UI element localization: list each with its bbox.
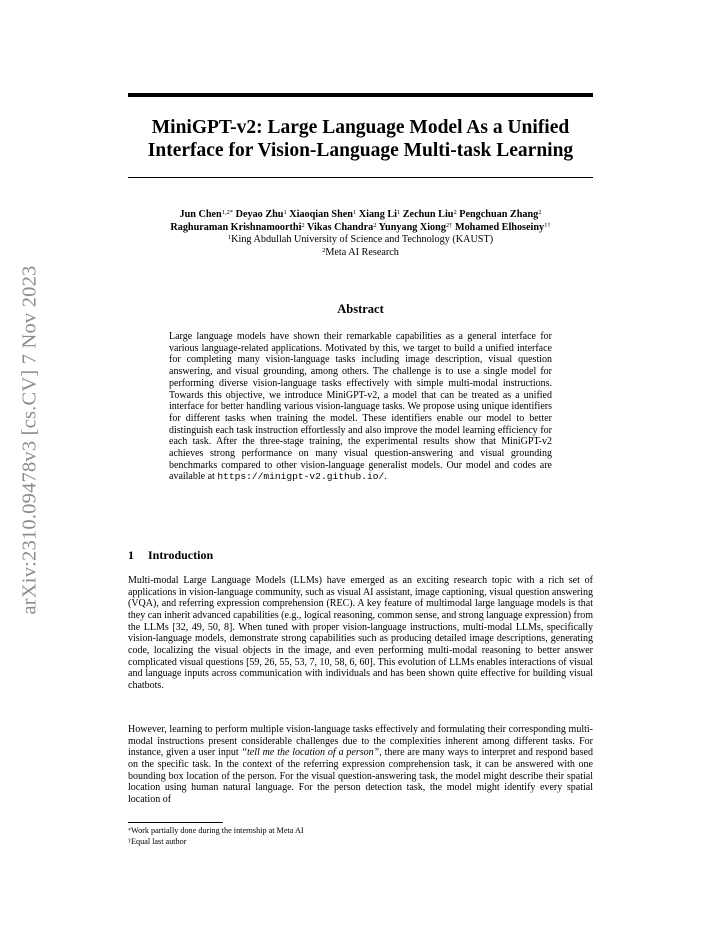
abstract-end: .	[384, 471, 387, 483]
footnotes	[128, 826, 304, 847]
author-name: Yunyang Xiong	[378, 221, 446, 233]
affiliation-text: Meta AI Research	[325, 246, 399, 258]
arxiv-side-stamp	[10, 250, 50, 630]
title-line-1: MiniGPT-v2: Large Language Model As a Unified	[151, 117, 570, 138]
title-line-2: Interface for Vision-Language Multi-task Learning	[147, 140, 574, 161]
paper-title	[128, 116, 593, 162]
user-query-quote: “tell me the location of a person”	[241, 747, 380, 759]
footnote-text: Equal last author	[131, 836, 187, 846]
footnote-rule	[128, 822, 223, 823]
author-name: Mohamed Elhoseiny	[454, 221, 545, 233]
author-row-2	[118, 222, 603, 235]
footnote-2	[128, 837, 304, 848]
abstract-body	[169, 331, 552, 483]
author-sup: 1,2*	[221, 209, 234, 216]
affiliation-sup: 1	[227, 234, 232, 241]
author-name: Pengchuan Zhang	[459, 209, 539, 220]
author-name: Jun Chen	[179, 209, 222, 220]
author-name: Zechun Liu	[402, 209, 454, 220]
affiliation-text: King Abdullah University of Science and Technology (KAUST)	[231, 234, 494, 245]
author-sup: 2	[538, 209, 542, 216]
author-sup: 2	[301, 221, 305, 229]
author-sup: 1	[283, 209, 287, 216]
abstract-heading: Abstract	[337, 302, 384, 316]
intro-paragraph-2	[128, 724, 593, 806]
title-top-rule	[128, 93, 593, 97]
footnote-1	[128, 826, 304, 837]
affiliation-2	[118, 247, 603, 260]
author-sup: 2	[453, 209, 457, 216]
section-title: Introduction	[148, 548, 214, 562]
footnote-mark: †	[128, 838, 131, 845]
footnote-mark: *	[128, 828, 131, 834]
author-block	[118, 209, 603, 259]
paragraph-2-text: However, learning to perform multiple vision-language tasks effectively and formulating their corresponding multi-modal instructions present considerable challenges due to the complexities inherent among different tasks. For instance, given a user input	[128, 724, 593, 759]
footnote-text: Work partially done during the internship at Meta AI	[131, 826, 304, 835]
section-heading	[128, 548, 213, 563]
author-name: Raghuraman Krishnamoorthi	[170, 221, 302, 233]
author-name: Deyao Zhu	[235, 209, 284, 220]
project-url-link[interactable]: https://minigpt-v2.github.io/	[217, 471, 385, 483]
author-name: Xiang Li	[358, 209, 397, 220]
title-bottom-rule	[128, 177, 593, 178]
author-sup: 2	[373, 221, 377, 229]
author-sup: 1†	[544, 221, 551, 229]
author-row-1	[118, 209, 603, 222]
author-sup: 2†	[445, 221, 453, 229]
arxiv-id-text: arXiv:2310.09478v3 [cs.CV] 7 Nov 2023	[18, 265, 41, 615]
paragraph-2-continued: , there are many ways to interpret and respond based on the specific task. In the context of the referring expression comprehension task, it can be answered with one bounding box location of the person. For the visual question-answering task, the model might describe their spatial location using human natural language. For the person detection task, the model might identify every spatial location of	[128, 747, 593, 805]
abstract-text: Large language models have shown their remarkable capabilities as a general interface for various language-related applications. Motivated by this, we target to build a unified interface for completing many vision-language tasks including image description, visual question answering, and visual grounding, among others. The challenge is to use a single model for performing diverse vision-language tasks effectively with simple multi-modal instructions. Towards this objective, we introduce MiniGPT-v2, a model that can be treated as a unified interface for better handling various vision-language tasks. We propose using unique identifiers for different tasks when training the model. These identifiers enable our model to better distinguish each task instruction effortlessly and also improve the model learning efficiency for each task. After the three-stage training, the experimental results show that MiniGPT-v2 achieves strong performance on many visual question-answering and visual grounding benchmarks compared to other vision-language generalist models. Our model and codes are available at	[169, 331, 552, 483]
author-name: Vikas Chandra	[307, 221, 374, 233]
author-sup: 1	[396, 209, 401, 216]
affiliation-sup: 2	[322, 246, 326, 254]
author-sup: 1	[352, 209, 357, 216]
section-number: 1	[128, 548, 134, 562]
author-name: Xiaoqian Shen	[289, 209, 353, 220]
affiliation-1	[118, 234, 603, 247]
intro-paragraph-1: Multi-modal Large Language Models (LLMs) have emerged as an exciting research topic with a rich set of applications in vision-language community, such as visual AI assistant, image captioning, visual question answering (VQA), and referring expression comprehension (REC). A key feature of multimodal large language models is that they can inherit advanced capabilities (e.g., logical reasoning, common sense, and strong language expression) from the LLMs [32, 49, 50, 8]. When tuned with proper vision-language instructions, multi-modal LLMs, specifically vision-language models, demonstrate strong capabilities such as producing detailed image descriptions, generating code, localizing the visual objects in the image, and even performing multi-modal reasoning to better answer complicated visual questions [59, 26, 55, 53, 7, 10, 58, 6, 60]. This evolution of LLMs enables interactions of visual and language inputs across communication with individuals and has been shown quite effective for building visual chatbots.	[128, 575, 593, 691]
